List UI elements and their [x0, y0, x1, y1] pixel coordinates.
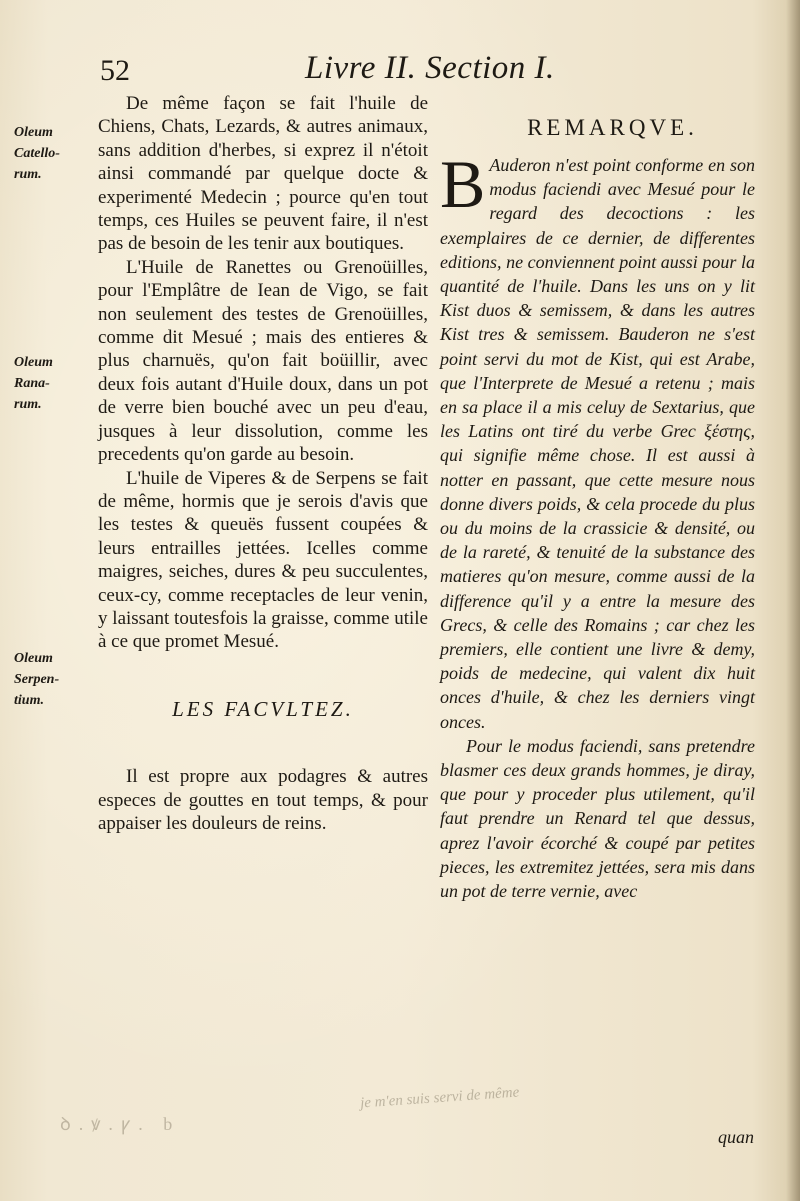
left-column: [98, 92, 428, 835]
margin-note-line: Oleum: [14, 651, 53, 666]
margin-note-line: Serpen-: [14, 672, 60, 687]
running-title: Livre II. Section I.: [305, 50, 555, 86]
paragraph-ranarum: L'Huile de Ranettes ou Grenoüilles, pour l'Emplâtre de Iean de Vigo, se fait non seulement des testes de Grenoüilles, comme dit Mesué ; mais des entieres & plus charnuës, qu'on fait boüillir, avec deux fois autant d'Huile doux, dans un pot de verre bien bouché avec un peu d'eau, jusques à leur dissolution, comme les precedents qu'on garde au besoin.: [98, 256, 428, 466]
margin-note-line: rum.: [14, 167, 42, 182]
margin-note-ranarum: [14, 352, 53, 415]
margin-note-serpentium: [14, 648, 59, 711]
page-number: 52: [100, 54, 130, 87]
margin-note-line: rum.: [14, 397, 42, 412]
margin-note-line: Catello-: [14, 146, 60, 161]
handwritten-note: je m'en suis servi de même: [359, 1084, 520, 1112]
remarque-paragraph-1-text: Auderon n'est point conforme en son modus faciendi avec Mesué pour le regard des decoctions : les exemplaires de ce dernier, de differentes editions, ne conviennent point aussi pour la quantité de l'huile. Dans les uns on y lit Kist duos & semissem, & dans les autres Kist tres & semissem. Bauderon ne s'est point servi du mot de Kist, qui est Arabe, que l'Interprete de Mesué a retenu ; mais en sa place il a mis celuy de Sextarius, que les Latins ont tiré du verbe Grec ξέστης, qui signifie même chose. Il est aussi à notter en passant, que cette mesure nous donne divers poids, & cela procede du plus ou du moins de la crassicie & densité, ou de la rareté, & tenuité de la substance des matieres qu'on mesure, comme aussi de la difference qu'il y a entre la mesure des Grecs, & celle des Romains ; car chez les premiers, elle contient une livre & demy, poids de medecine, qui valent dix huit onces d'huile, & chez les derniers vingt onces.: [440, 155, 755, 732]
margin-note-line: tium.: [14, 693, 44, 708]
drop-cap: B: [440, 146, 486, 222]
section-heading-facultez: LES FACVLTEZ.: [172, 696, 354, 721]
right-column: [440, 115, 755, 903]
faint-marks: ꝺ.ꝟ.ꝩ. b: [60, 1114, 181, 1134]
margin-note-line: Rana-: [14, 376, 50, 391]
page-header: [100, 50, 660, 94]
margin-note-catellorum: [14, 122, 60, 185]
paragraph-catellorum: De même façon se fait l'huile de Chiens, Chats, Lezards, & autres animaux, sans addition d'herbes, si exprez il n'étoit ainsi commandé par quelque docte & experimenté Medecin ; pource qu'en tout temps, ces Huiles se peuvent faire, il n'est pas de besoin de les tenir aux boutiques.: [98, 93, 428, 255]
catchword: quan: [718, 1127, 754, 1147]
margin-note-line: Oleum: [14, 355, 53, 370]
paragraph-facultez: Il est propre aux podagres & autres especes de gouttes en tout temps, & pour appaiser les douleurs de reins.: [98, 766, 428, 834]
remarque-paragraph-2: Pour le modus faciendi, sans pretendre blasmer ces deux grands hommes, je diray, que pour y proceder plus utilement, qu'il faut prendre un Renard tel que dessus, aprez l'avoir écorché & coupé par petites pieces, les extremitez jettées, sera mis dans un pot de terre vernie, avec: [440, 735, 755, 902]
remarque-heading: REMARQVE.: [527, 115, 698, 140]
remarque-paragraph-1: [440, 146, 755, 734]
margin-note-line: Oleum: [14, 125, 53, 140]
paragraph-serpentium: L'huile de Viperes & de Serpens se fait de même, hormis que je serois d'avis que les testes & queuës fussent coupées & leurs entrailles jettées. Icelles comme maigres, seiches, dures & peu succulentes, ceux-cy, comme receptacles de leur venin, y laissant toutesfois la graisse, comme utile à ce que promet Mesué.: [98, 467, 428, 653]
page-edge-shadow: [786, 0, 800, 1201]
